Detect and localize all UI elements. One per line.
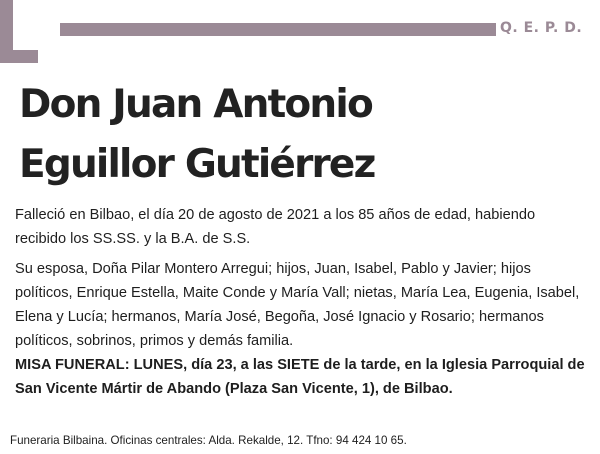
funeral-mass-paragraph: MISA FUNERAL: LUNES, día 23, a las SIETE de la tarde, en la Iglesia Parroquial de San Vicente Mártir de Abando (Plaza San Vicente, 1), de Bilbao. <box>15 357 585 397</box>
deceased-name-line-1: Don Juan Antonio <box>19 82 372 127</box>
qepd-label: Q. E. P. D. <box>500 20 583 36</box>
cross-icon <box>0 0 38 63</box>
header-rule <box>60 23 496 36</box>
family-paragraph: Su esposa, Doña Pilar Montero Arregui; hijos, Juan, Isabel, Pablo y Javier; hijos políticos, Enrique Estella, Maite Conde y María Vall; nietas, María Lea, Eugenia, Isabel, Elena y Lucía; hermanos, María José, Begoña, José Ignacio y Rosario; hermanos políticos, sobrinos, primos y demás familia. <box>15 261 580 349</box>
cross-icon-vertical-bar <box>0 0 13 50</box>
cross-icon-horizontal-bar <box>0 50 38 63</box>
deceased-name-line-2: Eguillor Gutiérrez <box>19 142 375 187</box>
death-notice-paragraph: Falleció en Bilbao, el día 20 de agosto de 2021 a los 85 años de edad, habiendo recibido los SS.SS. y la B.A. de S.S. <box>15 207 536 247</box>
funeral-home-footer: Funeraria Bilbaina. Oficinas centrales: Alda. Rekalde, 12. Tfno: 94 424 10 65. <box>10 434 407 447</box>
